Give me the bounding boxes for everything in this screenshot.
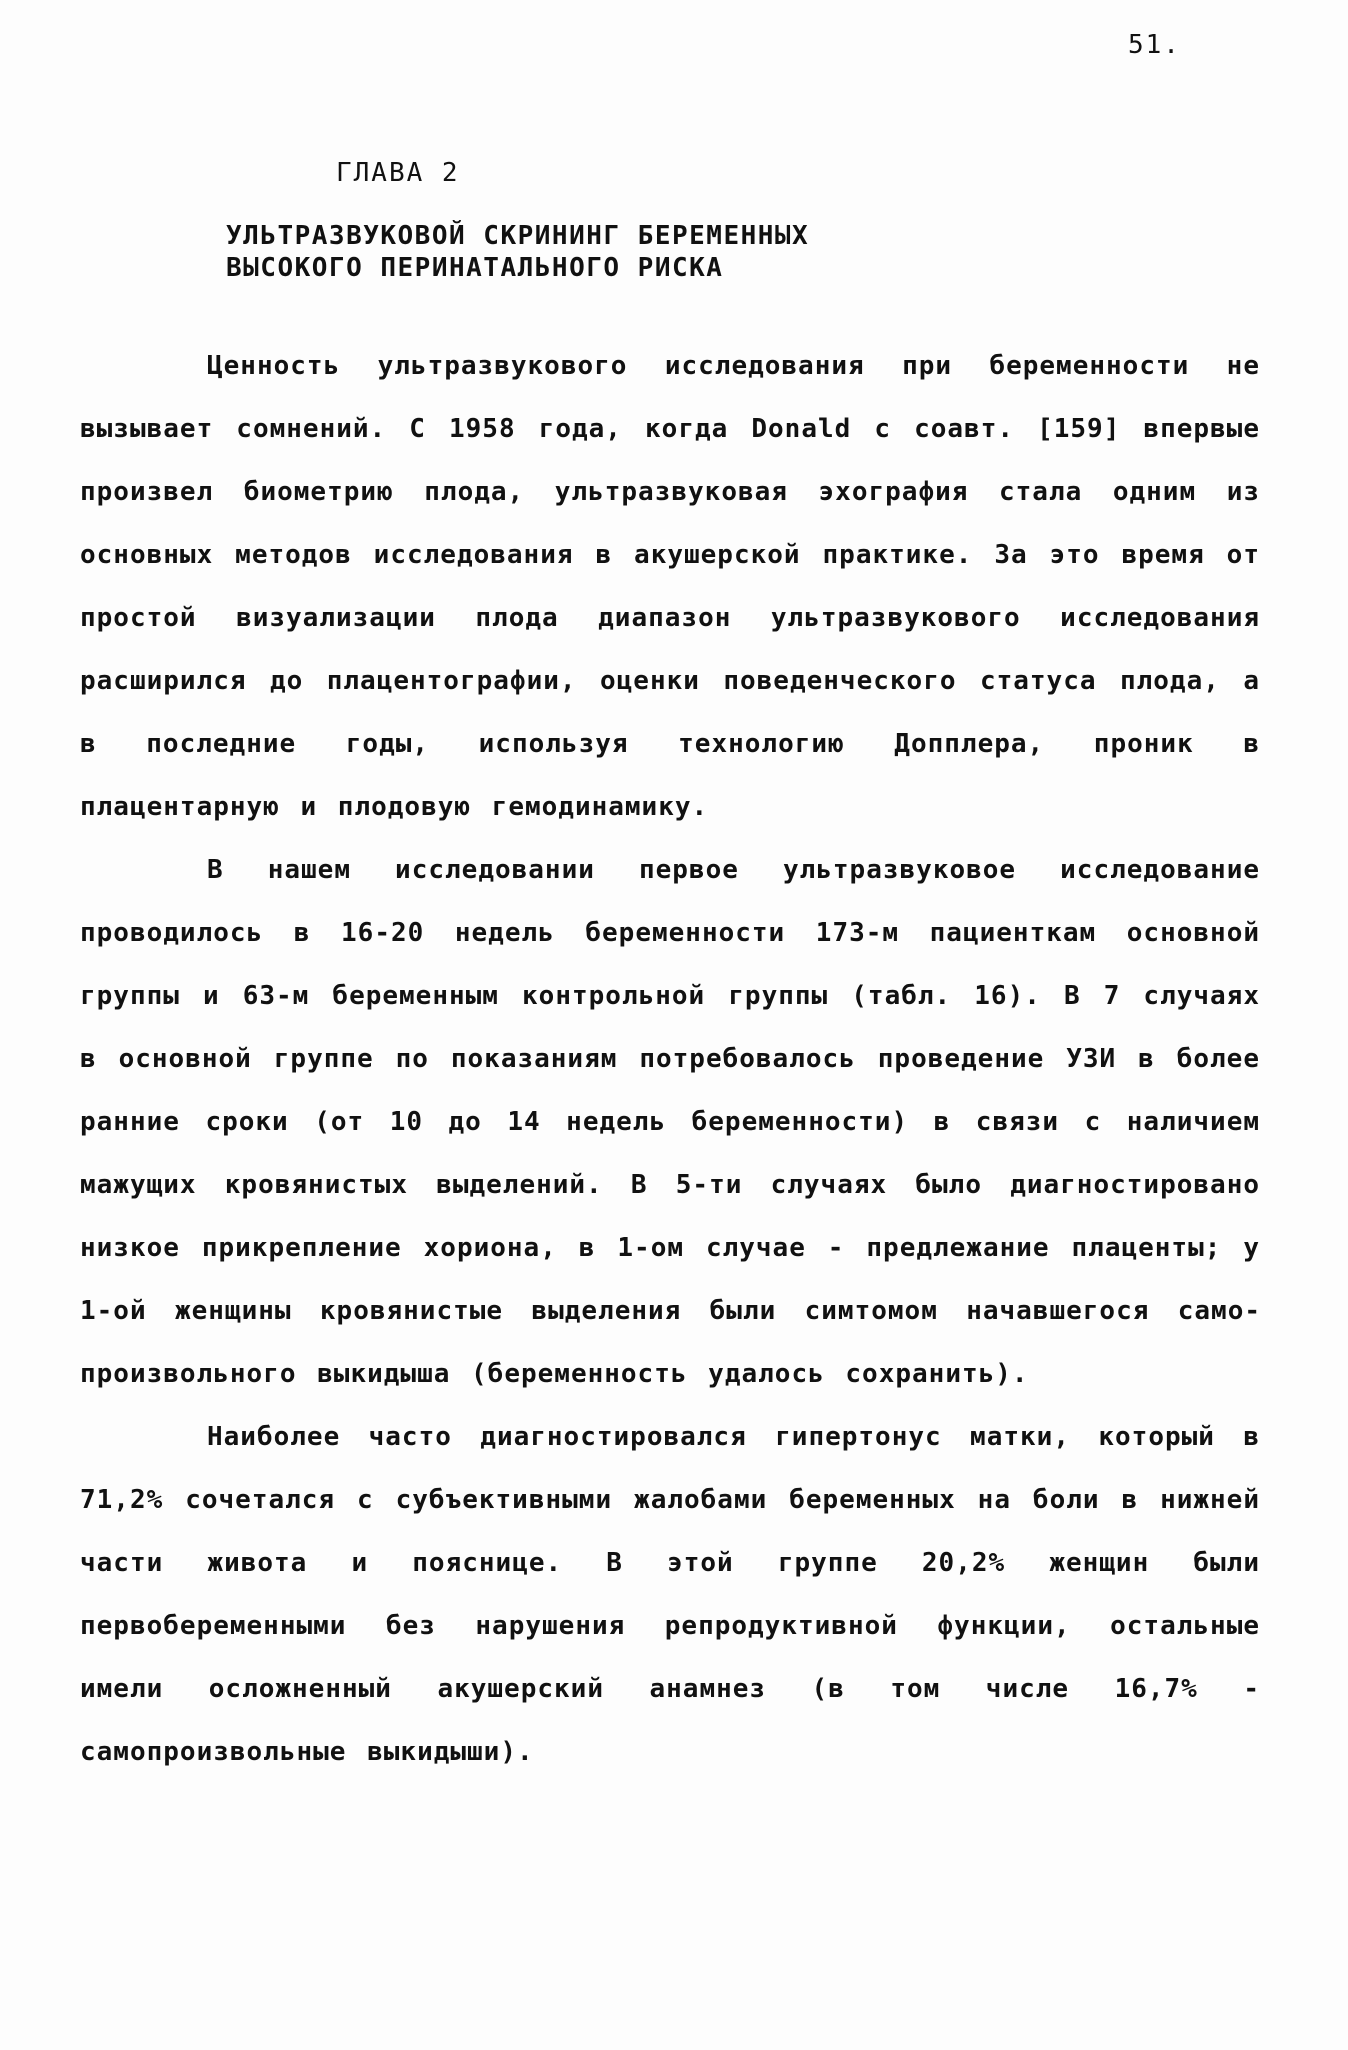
- paragraph-1: Ценность ультразвукового исследования при беременности не вызывает сомнений. С 1958 года, когда Donald с соавт. [159] впервые произвел биометрию плода, ультразвуковая эхография стала одним из основных методов исследования в акушерской практике. За это время от простой визуализации плода диапазон ультразвукового исследования расширился до плацентографии, оценки поведенческого статуса плода, а в последние годы, используя технологию Допплера, проник в плацентарную и плодовую гемодинамику.: [80, 351, 1260, 822]
- chapter-label: ГЛАВА 2: [336, 158, 460, 188]
- page-number: 51.: [1128, 30, 1181, 60]
- chapter-title-line-1: УЛЬТРАЗВУКОВОЙ СКРИНИНГ БЕРЕМЕННЫХ: [226, 221, 810, 251]
- paragraph-2: В нашем исследовании первое ультразвуковое исследование проводилось в 16-20 недель беременности 173-м пациенткам основной группы и 63-м беременным контрольной группы (табл. 16). В 7 случаях в основной группе по показаниям потребовалось проведение УЗИ в более ранние сроки (от 10 до 14 недель беременности) в связи с наличием мажущих кровянистых выделений. В 5-ти случаях было диагностировано низкое прикрепление хориона, в 1-ом случае - предлежание плаценты; у 1-ой женщины кровянистые выделения были симтомом начавшегося самопроизвольного выкидыша (беременность удалось сохранить).: [80, 855, 1260, 1389]
- body-text: [80, 335, 1260, 1784]
- paragraph-3: Наиболее часто диагностировался гипертонус матки, который в 71,2% сочетался с субъективными жалобами беременных на боли в нижней части живота и пояснице. В этой группе 20,2% женщин были первобеременными без нарушения репродуктивной функции, остальные имели осложненный акушерский анамнез (в том числе 16,7% - самопроизвольные выкидыши).: [80, 1422, 1260, 1767]
- chapter-title: [226, 220, 809, 284]
- chapter-title-line-2: ВЫСОКОГО ПЕРИНАТАЛЬНОГО РИСКА: [226, 253, 724, 283]
